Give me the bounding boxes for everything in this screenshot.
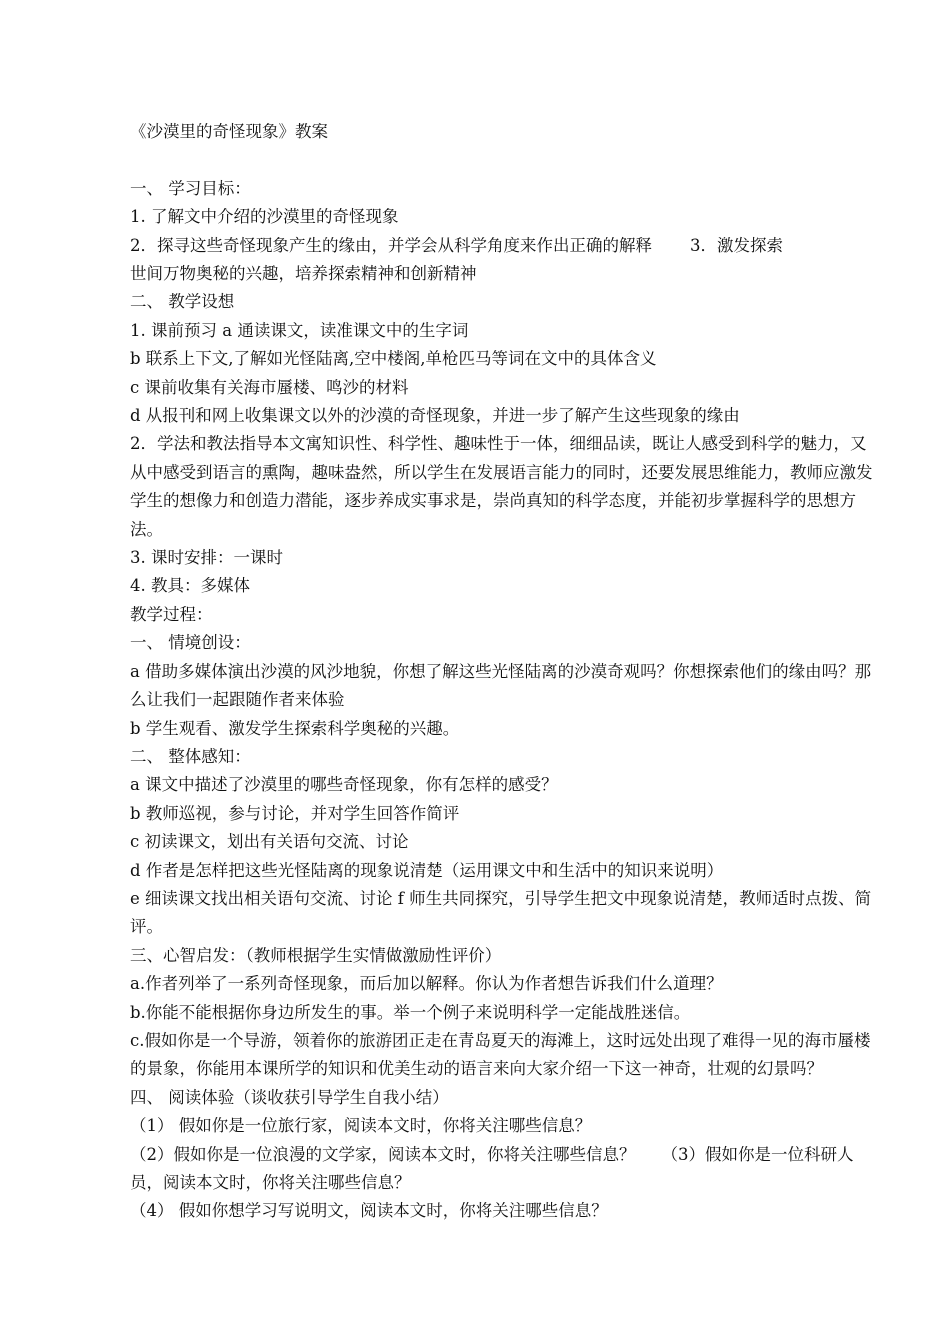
paragraph-part: （3）假如你是一位科研人员，阅读本文时，你将关注哪些信息？	[130, 1144, 854, 1193]
paragraph: c 初读课文，划出有关语句交流、讨论	[130, 832, 409, 852]
paragraph: a 课文中描述了沙漠里的哪些奇怪现象，你有怎样的感受？	[130, 775, 558, 795]
section-heading: 二、 教学设想	[130, 292, 235, 312]
section-heading: 教学过程：	[130, 604, 213, 624]
section-heading: 二、 整体感知：	[130, 746, 251, 766]
paragraph: 2．学法和教法指导本文寓知识性、科学性、趣味性于一体，细细品读，既让人感受到科学的魅力，又从中感受到语言的熏陶，趣味盎然，所以学生在发展语言能力的同时，还要发展思维能力，教师应激发学生的想像力和创造力潜能，逐步养成实事求是，崇尚真知的科学态度，并能初步掌握科学的思想方法。	[130, 434, 873, 539]
document-body	[130, 118, 880, 1226]
paragraph: （4） 假如你想学习写说明文，阅读本文时，你将关注哪些信息？	[130, 1201, 608, 1221]
paragraph: e 细读课文找出相关语句交流、讨论 f 师生共同探究，引导学生把文中现象说清楚，教师适时点拨、简评。	[130, 888, 872, 937]
paragraph	[130, 1141, 880, 1198]
section-heading: 三、心智启发：（教师根据学生实情做激励性评价）	[130, 945, 502, 965]
paragraph: d 从报刊和网上收集课文以外的沙漠的奇怪现象，并进一步了解产生这些现象的缘由	[130, 406, 740, 426]
paragraph: d 作者是怎样把这些光怪陆离的现象说清楚（运用课文中和生活中的知识来说明）	[130, 860, 724, 880]
paragraph: b 学生观看、激发学生探索科学奥秘的兴趣。	[130, 718, 460, 738]
paragraph: （1） 假如你是一位旅行家，阅读本文时，你将关注哪些信息？	[130, 1116, 592, 1136]
paragraph: 1. 了解文中介绍的沙漠里的奇怪现象	[130, 207, 399, 227]
paragraph: a 借助多媒体演出沙漠的风沙地貌，你想了解这些光怪陆离的沙漠奇观吗？你想探索他们的缘由吗？那么让我们一起跟随作者来体验	[130, 661, 872, 710]
section-heading: 一、 学习目标：	[130, 178, 251, 198]
paragraph: 3. 课时安排：一课时	[130, 548, 283, 568]
section-heading: 一、 情境创设：	[130, 633, 251, 653]
paragraph-part: 3．激发探索	[690, 235, 783, 255]
paragraph: 1. 课前预习 a 通读课文，读准课文中的生字词	[130, 320, 469, 340]
paragraph: 4. 教具：多媒体	[130, 576, 250, 596]
paragraph: b 联系上下文,了解如光怪陆离,空中楼阁,单枪匹马等词在文中的具体含义	[130, 349, 657, 369]
paragraph: a.作者列举了一系列奇怪现象，而后加以解释。你认为作者想告诉我们什么道理？	[130, 974, 723, 994]
paragraph: 世间万物奥秘的兴趣，培养探索精神和创新精神	[130, 264, 477, 284]
paragraph: c 课前收集有关海市蜃楼、鸣沙的材料	[130, 377, 409, 397]
paragraph: b 教师巡视，参与讨论，并对学生回答作简评	[130, 803, 460, 823]
paragraph-part: 2．探寻这些奇怪现象产生的缘由，并学会从科学角度来作出正确的解释	[130, 235, 652, 255]
paragraph: c.假如你是一个导游，领着你的旅游团正走在青岛夏天的海滩上，这时远处出现了难得一见的海市蜃楼的景象，你能用本课所学的知识和优美生动的语言来向大家介绍一下这一神奇，壮观的幻景吗？	[130, 1030, 871, 1079]
section-heading: 四、 阅读体验（谈收获引导学生自我小结）	[130, 1087, 449, 1107]
paragraph-part: （2）假如你是一位浪漫的文学家，阅读本文时，你将关注哪些信息？	[130, 1144, 636, 1164]
paragraph	[130, 232, 880, 260]
paragraph: b.你能不能根据你身边所发生的事。举一个例子来说明科学一定能战胜迷信。	[130, 1002, 691, 1022]
document-title: 《沙漠里的奇怪现象》教案	[130, 122, 328, 141]
